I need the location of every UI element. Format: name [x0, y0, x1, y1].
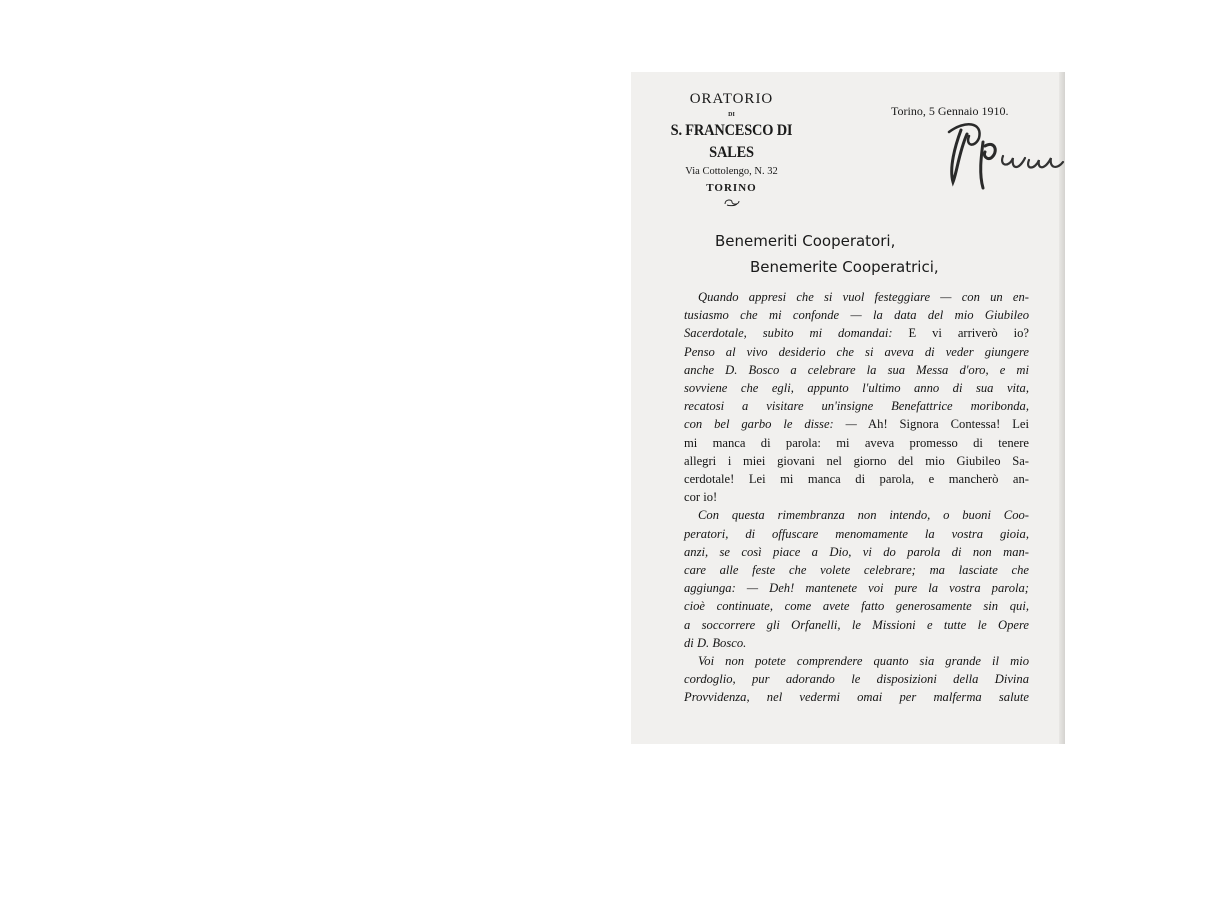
text-line: di D. Bosco.: [684, 635, 747, 650]
ornament-icon: [723, 198, 741, 207]
text-line: allegri i miei giovani nel giorno del mio Giubileo Sa-: [684, 453, 1029, 468]
salutation: [715, 228, 939, 280]
text-line: recatosi a visitare un'insigne Benefattrice moribonda,: [684, 399, 1029, 414]
text-line: [684, 415, 1029, 433]
text-segment: Sacerdotale, subito mi domandai:: [684, 326, 893, 341]
text-line: mi manca di parola: mi aveva promesso di tenere: [684, 435, 1029, 450]
paragraph-3: [684, 652, 1029, 707]
text-line: Voi non potete comprendere quanto sia grande il mio: [698, 654, 1029, 669]
text-segment: con bel garbo le disse: —: [684, 417, 857, 432]
text-line: cerdotale! Lei mi manca di parola, e mancherò an-: [684, 472, 1029, 487]
salutation-line-1: Benemeriti Cooperatori,: [715, 232, 896, 250]
text-line: Quando appresi che si vuol festeggiare — con un en-: [698, 290, 1029, 304]
text-line: care alle feste che volete celebrare; ma lasciate che: [684, 563, 1029, 578]
text-line: anche D. Bosco a celebrare la sua Messa d'oro, e mi: [684, 362, 1029, 377]
paragraph-2: [684, 506, 1029, 652]
text-line: [684, 324, 1029, 342]
handwritten-signature: [939, 112, 1065, 192]
text-line: cordoglio, pur adorando le disposizioni della Divina: [684, 672, 1029, 687]
text-line: tusiasmo che mi confonde — la data del mio Giubileo: [684, 308, 1029, 323]
letterhead-city: TORINO: [706, 182, 757, 194]
letterhead: [639, 88, 824, 207]
text-line: peratori, di offuscare menomamente la vostra gioia,: [684, 526, 1029, 541]
text-line: cor io!: [684, 490, 718, 505]
letterhead-saint: S. FRANCESCO DI SALES: [670, 122, 793, 161]
salutation-line-2: Benemerite Cooperatrici,: [750, 258, 939, 276]
text-line: anzi, se così piace a Dio, vi do parola di non man-: [684, 544, 1029, 559]
text-segment: Ah! Signora Contessa! Lei: [856, 417, 1029, 432]
letterhead-di: DI: [728, 112, 735, 118]
letterhead-name: ORATORIO: [689, 91, 774, 107]
text-line: Provvidenza, nel vedermi omai per malferma salute: [684, 690, 1029, 705]
text-line: aggiunga: — Deh! mantenete voi pure la vostra parola;: [684, 581, 1029, 596]
dateline: Torino, 5 Gennaio 1910.: [891, 104, 1009, 118]
text-line: Penso al vivo desiderio che si aveva di veder giungere: [684, 344, 1029, 359]
letter-page: [631, 72, 1065, 744]
text-line: a soccorrere gli Orfanelli, le Missioni e tutte le Opere: [684, 617, 1029, 632]
paragraph-1: [684, 288, 1029, 506]
letterhead-address: Via Cottolengo, N. 32: [685, 166, 778, 177]
letter-body: [684, 288, 1029, 707]
text-segment: E vi arriverò io?: [892, 326, 1029, 341]
text-line: cioè continuate, come avete fatto generosamente sin qui,: [684, 599, 1029, 614]
text-line: Con questa rimembranza non intendo, o buoni Coo-: [698, 508, 1029, 523]
text-line: sovviene che egli, appunto l'ultimo anno di sua vita,: [684, 381, 1029, 396]
